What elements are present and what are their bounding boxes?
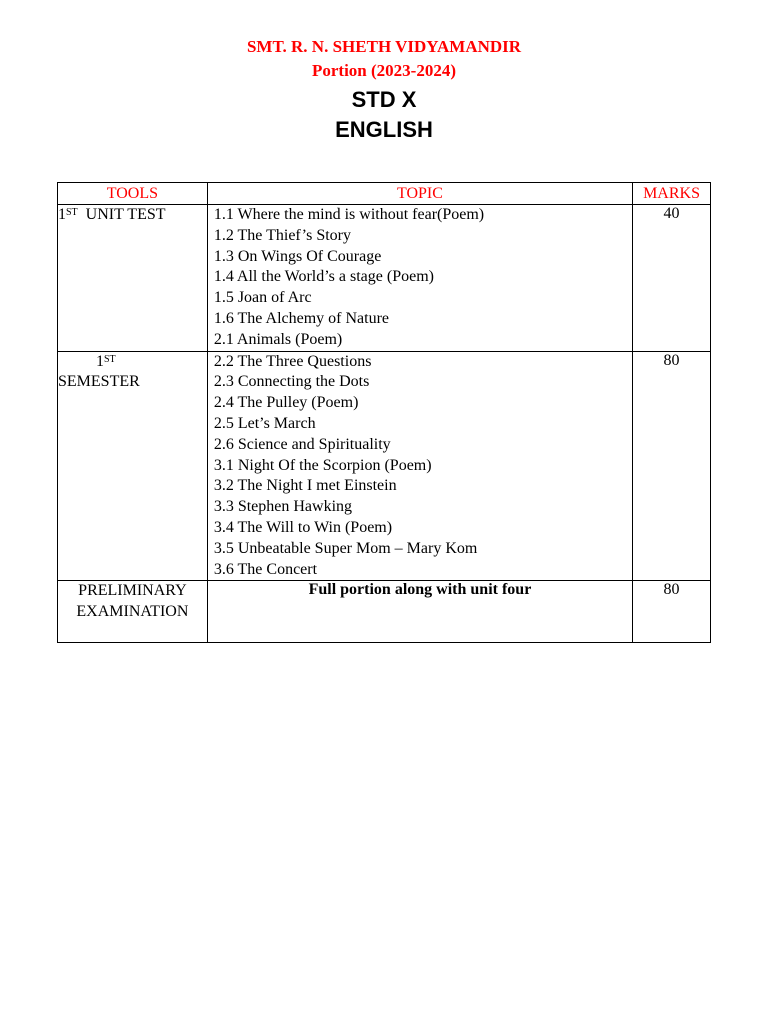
standard-title: STD X bbox=[351, 87, 417, 112]
list-item: 3.5 Unbeatable Super Mom – Mary Kom bbox=[213, 539, 478, 557]
table-row-semester bbox=[58, 351, 711, 581]
tool-ordinal-suffix: ST bbox=[66, 207, 78, 218]
list-item: 2.3 Connecting the Dots bbox=[213, 373, 370, 391]
list-item: 3.3 Stephen Hawking bbox=[213, 498, 353, 516]
school-name: SMT. R. N. SHETH VIDYAMANDIR bbox=[246, 37, 522, 56]
list-item: 2.1 Animals (Poem) bbox=[213, 330, 343, 348]
list-item: 3.6 The Concert bbox=[213, 560, 318, 578]
marks-preliminary: 80 bbox=[633, 581, 711, 643]
list-item: 3.1 Night Of the Scorpion (Poem) bbox=[213, 456, 432, 474]
tool-label-line1: PRELIMINARY bbox=[78, 582, 187, 600]
list-item: 3.4 The Will to Win (Poem) bbox=[213, 518, 393, 536]
tool-semester bbox=[58, 351, 208, 581]
portion-table bbox=[57, 182, 711, 643]
marks-unit-test: 40 bbox=[633, 205, 711, 352]
header-marks: MARKS bbox=[633, 183, 711, 205]
list-item: 2.6 Science and Spirituality bbox=[213, 435, 391, 453]
list-item: 2.4 The Pulley (Poem) bbox=[213, 394, 359, 412]
topics-semester bbox=[207, 351, 632, 581]
topics-unit-test bbox=[207, 205, 632, 352]
tool-label-line2: EXAMINATION bbox=[76, 603, 189, 621]
list-item: 1.1 Where the mind is without fear(Poem) bbox=[213, 206, 485, 223]
subject-title: ENGLISH bbox=[335, 117, 433, 142]
table-row-preliminary bbox=[58, 581, 711, 643]
list-item: 1.6 The Alchemy of Nature bbox=[213, 309, 390, 327]
marks-semester: 80 bbox=[633, 351, 711, 581]
topic-full-portion: Full portion along with unit four bbox=[207, 581, 632, 643]
list-item: 1.5 Joan of Arc bbox=[213, 289, 312, 307]
header-topic: TOPIC bbox=[207, 183, 632, 205]
tool-ordinal: 1 bbox=[96, 352, 104, 370]
tool-ordinal-suffix: ST bbox=[104, 353, 116, 365]
list-item: 3.2 The Night I met Einstein bbox=[213, 477, 397, 495]
tool-unit-test bbox=[58, 205, 208, 352]
tool-ordinal: 1 bbox=[58, 206, 66, 223]
table-header-row bbox=[58, 183, 711, 205]
list-item: 2.5 Let’s March bbox=[213, 414, 316, 432]
list-item: 2.2 The Three Questions bbox=[213, 352, 372, 370]
tool-label: SEMESTER bbox=[58, 373, 140, 391]
list-item: 1.3 On Wings Of Courage bbox=[213, 247, 382, 265]
tool-label: UNIT TEST bbox=[85, 206, 166, 223]
table-row-unit-test bbox=[58, 205, 711, 352]
list-item: 1.2 The Thief’s Story bbox=[213, 226, 351, 244]
tool-preliminary bbox=[58, 581, 208, 643]
header-tools: TOOLS bbox=[58, 183, 208, 205]
portion-year: Portion (2023-2024) bbox=[311, 61, 456, 80]
list-item: 1.4 All the World’s a stage (Poem) bbox=[213, 268, 434, 286]
